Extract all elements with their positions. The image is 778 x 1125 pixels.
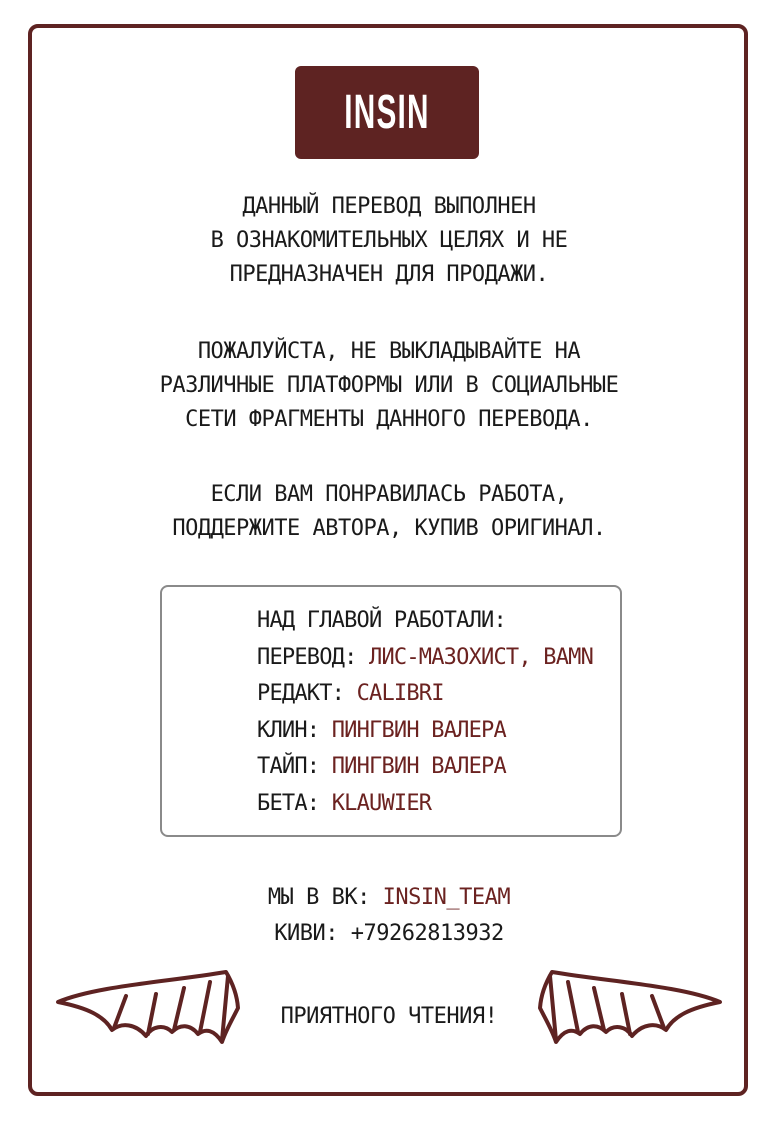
credit-label: ПЕРЕВОД: [257, 644, 357, 670]
vk-link[interactable]: INSIN_TEAM [382, 885, 511, 910]
notice-paragraph-1 [60, 190, 718, 292]
vk-label: МЫ В ВК: [267, 885, 370, 910]
credit-label: РЕДАКТ: [257, 681, 345, 706]
credit-row [257, 713, 593, 750]
credit-value: ПИНГВИН ВАЛЕРА [331, 717, 506, 743]
vk-line [60, 880, 718, 916]
logo-text: INSIN [344, 86, 430, 139]
credit-value: ЛИС-МАЗОХИСТ, BAMN [369, 644, 594, 670]
credit-value: ПИНГВИН ВАЛЕРА [331, 754, 506, 779]
credit-row [257, 786, 593, 823]
insin-logo [295, 66, 479, 159]
notice-paragraph-2 [60, 335, 718, 437]
notice-line: В ОЗНАКОМИТЕЛЬНЫХ ЦЕЛЯХ И НЕ [210, 228, 568, 253]
credit-label: КЛИН: [257, 717, 320, 743]
notice-line: СЕТИ ФРАГМЕНТЫ ДАННОГО ПЕРЕВОДА. [185, 407, 593, 432]
credit-row [257, 676, 593, 713]
credit-label: ТАЙП: [257, 754, 320, 779]
notice-line: ПОЖАЛУЙСТА, НЕ ВЫКЛАДЫВАЙТЕ НА [197, 339, 581, 364]
notice-line: ПОДДЕРЖИТЕ АВТОРА, КУПИВ ОРИГИНАЛ. [172, 516, 606, 541]
contact-block [60, 880, 718, 952]
credit-label: БЕТА: [257, 790, 320, 816]
credits-heading: НАД ГЛАВОЙ РАБОТАЛИ: [257, 608, 506, 633]
credits-list [257, 603, 593, 822]
qiwi-number: +79262813932 [350, 921, 504, 946]
credit-row [257, 749, 593, 786]
notice-line: ЕСЛИ ВАМ ПОНРАВИЛАСЬ РАБОТА, [210, 482, 568, 507]
notice-line: ДАННЫЙ ПЕРЕВОД ВЫПОЛНЕН [242, 194, 536, 219]
notice-paragraph-3 [60, 478, 718, 546]
greeting-text: ПРИЯТНОГО ЧТЕНИЯ! [280, 1004, 498, 1029]
credit-value: CALIBRI [356, 681, 444, 706]
credit-row [257, 640, 593, 677]
credits-box [160, 585, 622, 837]
qiwi-label: КИВИ: [274, 921, 339, 946]
qiwi-line [60, 916, 718, 952]
credit-value: KLAUWIER [331, 790, 432, 816]
notice-line: РАЗЛИЧНЫЕ ПЛАТФОРМЫ ИЛИ В СОЦИАЛЬНЫЕ [159, 373, 619, 398]
notice-line: ПРЕДНАЗНАЧЕН ДЛЯ ПРОДАЖИ. [229, 262, 549, 287]
